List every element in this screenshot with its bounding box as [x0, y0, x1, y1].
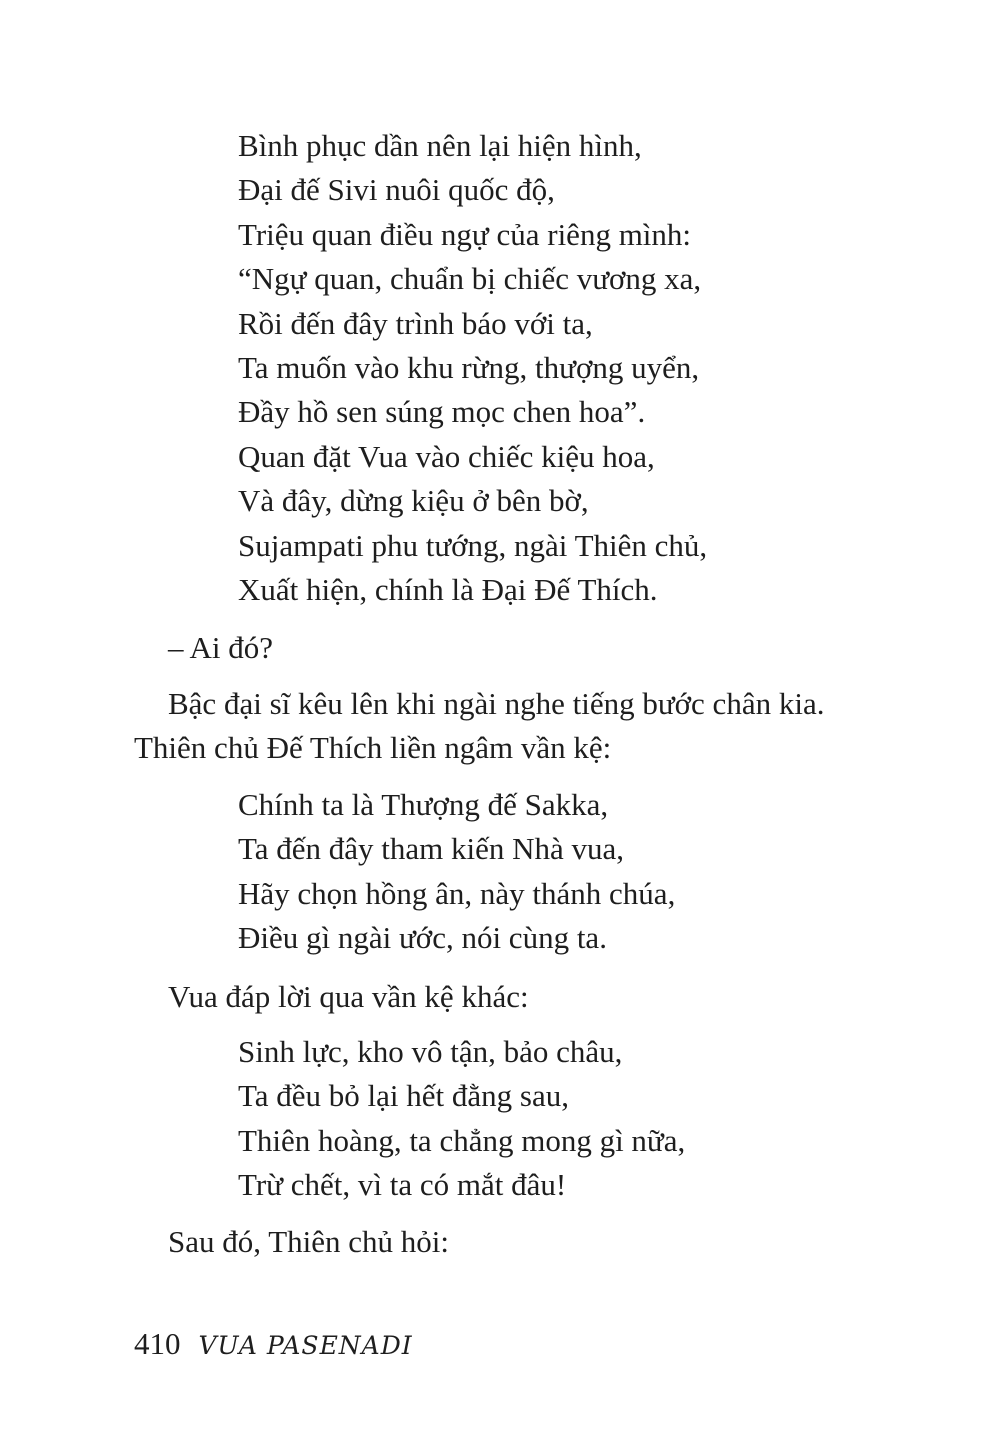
verse-line: Rồi đến đây trình báo với ta, — [238, 305, 593, 341]
verse-line: Quan đặt Vua vào chiếc kiệu hoa, — [238, 438, 655, 474]
verse-line: Triệu quan điều ngự của riêng mình: — [238, 216, 692, 252]
verse-line: Sinh lực, kho vô tận, bảo châu, — [238, 1034, 623, 1069]
verse-line: Trừ chết, vì ta có mắt đâu! — [238, 1167, 567, 1203]
paragraph-1-line-1: Bậc đại sĩ kêu lên khi ngài nghe tiếng bước chân kia. — [168, 686, 825, 721]
running-title: VUA PASENADI — [198, 1331, 413, 1360]
verse-block-2 — [238, 783, 675, 961]
verse-line: Điều gì ngài ước, nói cùng ta. — [238, 920, 607, 956]
verse-line: Xuất hiện, chính là Đại Đế Thích. — [238, 571, 658, 607]
paragraph-2: Vua đáp lời qua vần kệ khác: — [168, 979, 529, 1014]
verse-line: Ta muốn vào khu rừng, thượng uyển, — [238, 349, 700, 385]
page-footer — [134, 1322, 413, 1366]
verse-line: Chính ta là Thượng đế Sakka, — [238, 787, 609, 822]
verse-line: Đại đế Sivi nuôi quốc độ, — [238, 172, 555, 208]
dialogue-line: – Ai đó? — [168, 630, 274, 665]
verse-line: “Ngự quan, chuẩn bị chiếc vương xa, — [238, 261, 702, 297]
page-number: 410 — [134, 1326, 181, 1361]
verse-line: Ta đến đây tham kiến Nhà vua, — [238, 831, 625, 867]
verse-line: Hãy chọn hồng ân, này thánh chúa, — [238, 875, 676, 911]
verse-line: Bình phục dần nên lại hiện hình, — [238, 128, 642, 163]
verse-line: Ta đều bỏ lại hết đằng sau, — [238, 1078, 569, 1114]
verse-block-1 — [238, 124, 707, 612]
verse-block-3 — [238, 1030, 685, 1208]
verse-line: Và đây, dừng kiệu ở bên bờ, — [238, 483, 589, 519]
verse-line: Thiên hoàng, ta chẳng mong gì nữa, — [238, 1122, 686, 1158]
paragraph-1-line-2: Thiên chủ Đế Thích liền ngâm vần kệ: — [134, 730, 612, 765]
paragraph-3: Sau đó, Thiên chủ hỏi: — [168, 1224, 449, 1259]
paragraph-1 — [134, 682, 894, 770]
verse-line: Sujampati phu tướng, ngài Thiên chủ, — [238, 527, 708, 563]
verse-line: Đầy hồ sen súng mọc chen hoa”. — [238, 394, 646, 430]
